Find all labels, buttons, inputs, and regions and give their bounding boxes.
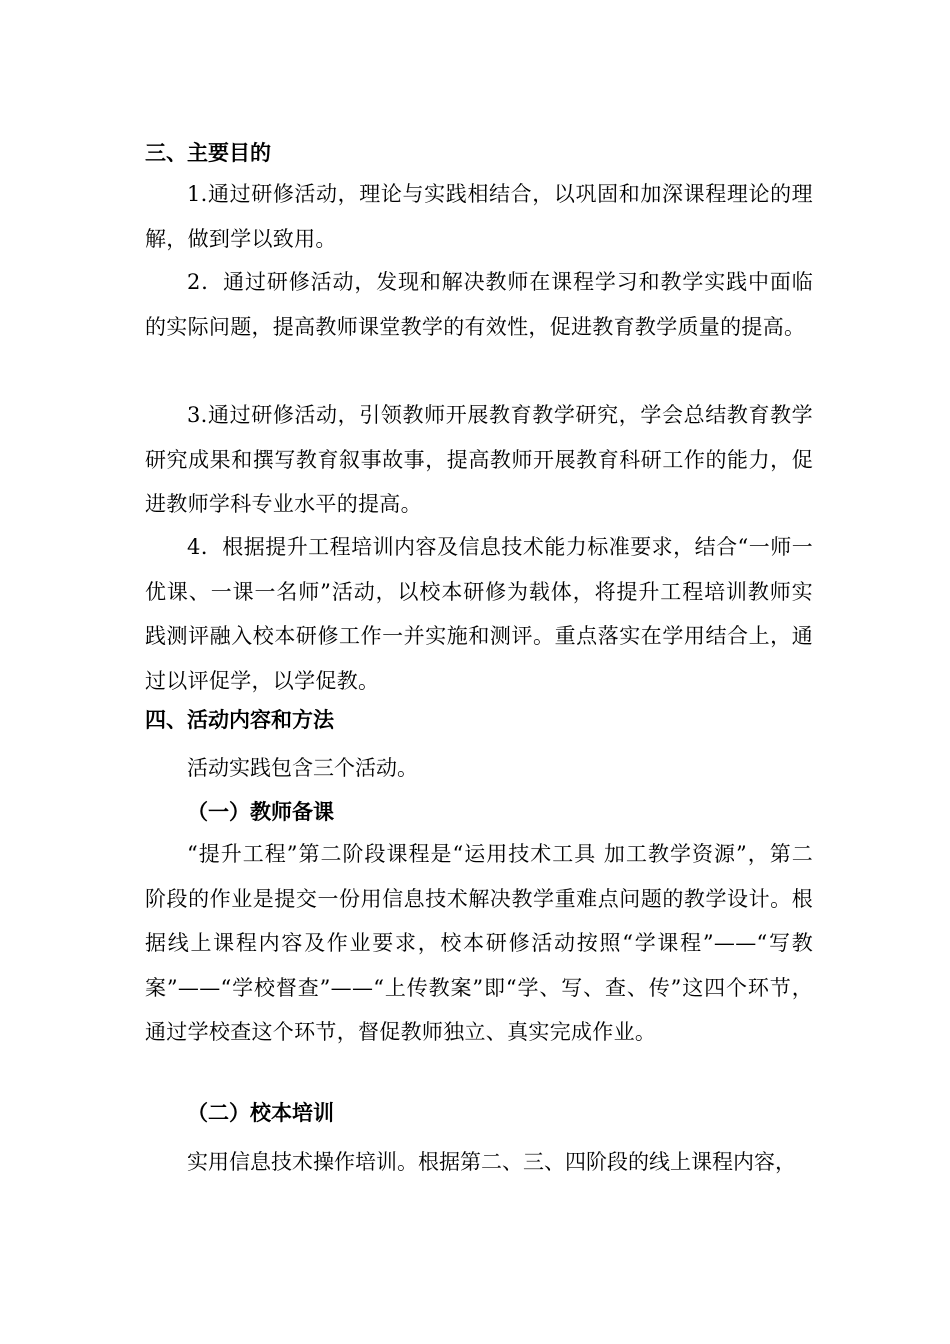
school-training-text: 实用信息技术操作培训。根据第二、三、四阶段的线上课程内容， bbox=[187, 1150, 796, 1174]
purpose-item-1: 1.通过研修活动，理论与实践相结合，以巩固和加深课程理论的理解，做到学以致用。 bbox=[145, 182, 813, 251]
purpose-item-3: 3.通过研修活动，引领教师开展教育教学研究，学会总结教育教学研究成果和撰写教育叙事故事，提高教师开展教育科研工作的能力，促进教师学科专业水平的提高。 bbox=[145, 403, 813, 516]
activities-intro: 活动实践包含三个活动。 bbox=[187, 756, 418, 780]
section-heading-purpose: 三、主要目的 bbox=[145, 140, 271, 165]
subsection-heading-lesson-prep: （一）教师备课 bbox=[187, 799, 334, 824]
purpose-item-4: 4．根据提升工程培训内容及信息技术能力标准要求，结合“一师一优课、一课一名师”活动，以校本研修为载体，将提升工程培训教师实践测评融入校本研修工作一并实施和测评。重点落实在学用结合上，通过以评促学，以学促教。 bbox=[145, 535, 813, 693]
section-heading-activities: 四、活动内容和方法 bbox=[145, 707, 334, 732]
lesson-prep-text: “提升工程”第二阶段课程是“运用技术工具 加工教学资源”，第二阶段的作业是提交一份用信息技术解决教学重难点问题的教学设计。根据线上课程内容及作业要求，校本研修活动按照“学课程”——“写教案”——“学校督查”——“上传教案”即“学、写、查、传”这四个环节，通过学校查这个环节，督促教师独立、真实完成作业。 bbox=[145, 842, 813, 1044]
subsection-heading-school-training: （二）校本培训 bbox=[187, 1100, 334, 1125]
purpose-item-2: 2．通过研修活动，发现和解决教师在课程学习和教学实践中面临的实际问题，提高教师课堂教学的有效性，促进教育教学质量的提高。 bbox=[145, 270, 813, 339]
